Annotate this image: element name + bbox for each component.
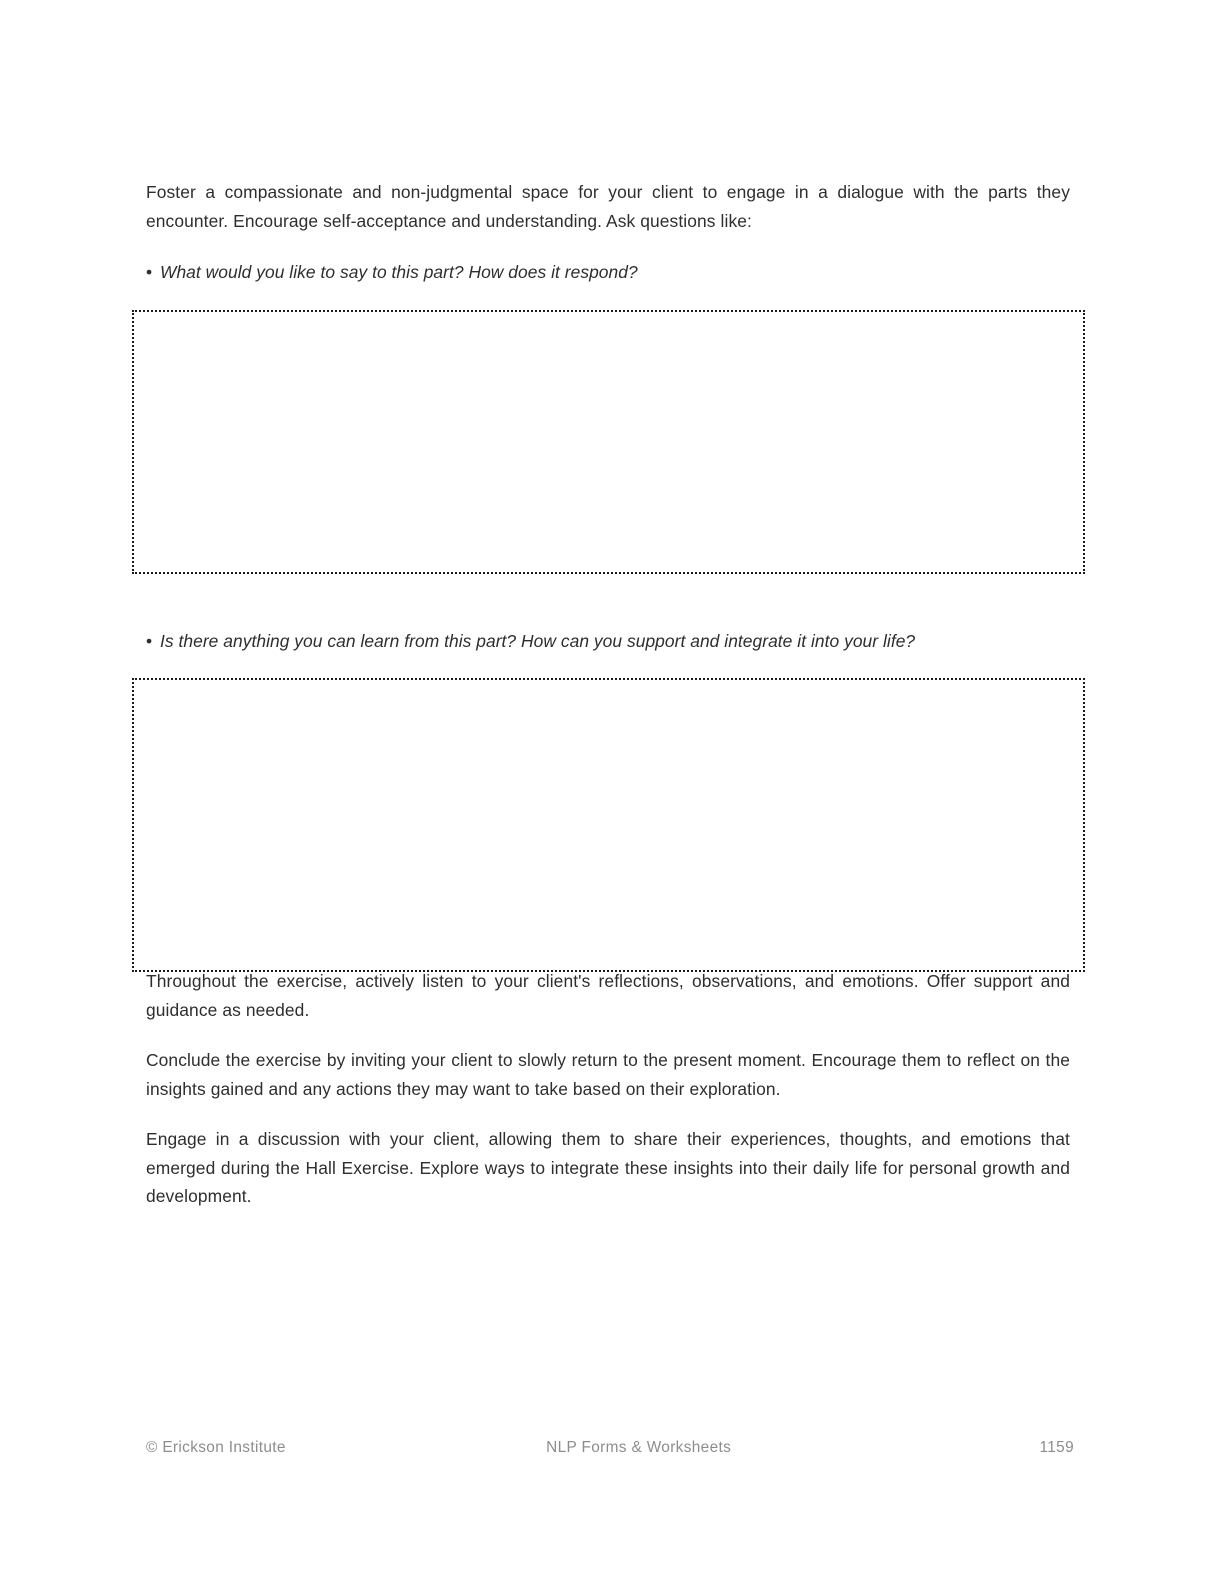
bullet-marker-icon: •: [146, 262, 153, 282]
question-two-line: [146, 627, 1070, 656]
conclude-paragraph-block: [146, 1046, 1070, 1103]
page-footer: [146, 1436, 1074, 1460]
question-one-line: [146, 258, 1070, 287]
listen-paragraph: Throughout the exercise, actively listen to your client's reflections, observations, and emotions. Offer support and guidance as needed.: [146, 971, 1070, 1020]
question-two-block: [146, 627, 1070, 656]
answer-field-one[interactable]: [132, 310, 1085, 574]
discussion-paragraph: Engage in a discussion with your client, allowing them to share their experiences, thoughts, and emotions that emerged during the Hall Exercise. Explore ways to integrate these insights into their daily life for personal growth and development.: [146, 1129, 1070, 1207]
footer-title: NLP Forms & Worksheets: [546, 1439, 732, 1456]
footer-page-number: 1159: [1039, 1439, 1074, 1456]
bullet-marker-icon: •: [146, 631, 153, 651]
discussion-paragraph-block: [146, 1125, 1070, 1211]
intro-paragraph-block: [146, 178, 1070, 235]
intro-paragraph: Foster a compassionate and non-judgmental space for your client to engage in a dialogue with the parts they encounter. Encourage self-acceptance and understanding. Ask questions like:: [146, 182, 1070, 231]
question-two-text: Is there anything you can learn from this part? How can you support and integrate it into your life?: [160, 631, 916, 651]
question-one-text: What would you like to say to this part? How does it respond?: [160, 262, 638, 282]
conclude-paragraph: Conclude the exercise by inviting your client to slowly return to the present moment. Encourage them to reflect on the insights gained and any actions they may want to take based on their exploration.: [146, 1050, 1070, 1099]
footer-copyright: © Erickson Institute: [146, 1439, 286, 1456]
listen-paragraph-block: [146, 967, 1070, 1024]
answer-field-two[interactable]: [132, 678, 1085, 972]
question-one-block: [146, 258, 1070, 287]
